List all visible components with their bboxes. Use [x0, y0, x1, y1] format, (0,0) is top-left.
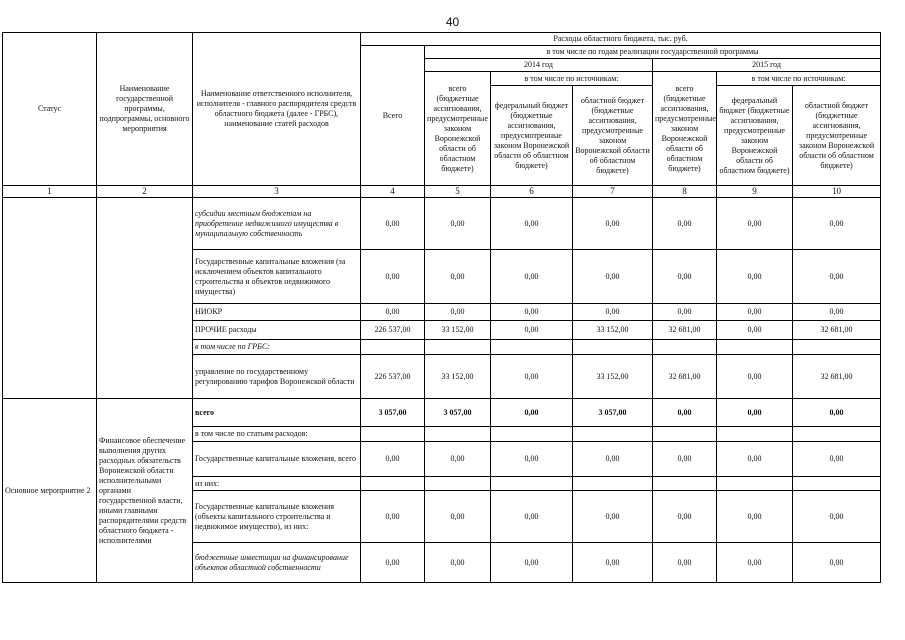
row-label: бюджетные инвестиции на финансирование объектов областной собственности [193, 543, 361, 583]
value-cell: 33 152,00 [573, 355, 653, 399]
value-cell: 0,00 [793, 304, 881, 321]
value-cell: 0,00 [717, 304, 793, 321]
row-label: субсидии местным бюджетам на приобретение недвижимого имущества в муниципальную собственность [193, 198, 361, 250]
header-all-budget-2014: всего (бюджетные ассигнования, предусмотренные законом Воронежской области об областном бюджете) [425, 72, 491, 186]
value-cell: 0,00 [717, 198, 793, 250]
col-number: 7 [573, 186, 653, 198]
value-cell [491, 427, 573, 442]
row-label: НИОКР [193, 304, 361, 321]
table-row [3, 399, 881, 427]
value-cell [425, 340, 491, 355]
value-cell [491, 477, 573, 491]
value-cell: 0,00 [361, 250, 425, 304]
header-all-budget-2015: всего (бюджетные ассигнования, предусмотренные законом Воронежской области об областном бюджете) [653, 72, 717, 186]
value-cell: 0,00 [793, 543, 881, 583]
header-year-2014: 2014 год [425, 59, 653, 72]
value-cell: 0,00 [491, 543, 573, 583]
row-label: ПРОЧИЕ расходы [193, 321, 361, 340]
value-cell: 0,00 [573, 543, 653, 583]
value-cell: 0,00 [491, 442, 573, 477]
value-cell: 0,00 [573, 250, 653, 304]
value-cell [793, 427, 881, 442]
header-year-2015: 2015 год [653, 59, 881, 72]
value-cell: 0,00 [491, 304, 573, 321]
value-cell: 0,00 [361, 491, 425, 543]
value-cell [425, 427, 491, 442]
value-cell [793, 340, 881, 355]
value-cell: 0,00 [573, 442, 653, 477]
value-cell: 0,00 [653, 543, 717, 583]
value-cell: 0,00 [793, 198, 881, 250]
header-regional-2014: областной бюджет (бюджетные ассигнования, предусмотренные законом Воронежской области об областном бюджете) [573, 86, 653, 186]
value-cell: 33 152,00 [425, 355, 491, 399]
header-program-name: Наименование государственной программы, подпрограммы, основного мероприятия [97, 33, 193, 186]
col-number: 4 [361, 186, 425, 198]
header-regional-2015: областной бюджет (бюджетные ассигнования, предусмотренные законом Воронежской области об областном бюджете) [793, 86, 881, 186]
value-cell: 33 152,00 [425, 321, 491, 340]
status-cell-empty [3, 198, 97, 399]
col-number: 1 [3, 186, 97, 198]
value-cell: 32 681,00 [793, 355, 881, 399]
program-cell-empty [97, 198, 193, 399]
row-label: из них: [193, 477, 361, 491]
value-cell: 0,00 [361, 442, 425, 477]
value-cell: 0,00 [361, 304, 425, 321]
value-cell: 33 152,00 [573, 321, 653, 340]
value-cell: 226 537,00 [361, 321, 425, 340]
value-cell: 0,00 [717, 321, 793, 340]
value-cell: 0,00 [717, 491, 793, 543]
row-label: всего [193, 399, 361, 427]
value-cell: 0,00 [717, 442, 793, 477]
value-cell [491, 340, 573, 355]
value-cell: 0,00 [653, 250, 717, 304]
value-cell [573, 340, 653, 355]
value-cell: 0,00 [573, 491, 653, 543]
value-cell: 0,00 [425, 304, 491, 321]
value-cell [653, 427, 717, 442]
value-cell: 3 057,00 [361, 399, 425, 427]
status-cell: Основное мероприятие 2 [3, 399, 97, 583]
value-cell: 0,00 [361, 543, 425, 583]
value-cell [653, 340, 717, 355]
header-status: Статус [3, 33, 97, 186]
value-cell: 0,00 [573, 304, 653, 321]
value-cell: 0,00 [491, 355, 573, 399]
row-label: в том числе по статьям расходов: [193, 427, 361, 442]
value-cell: 0,00 [491, 399, 573, 427]
header-federal-2015: федеральный бюджет (бюджетные ассигнования, предусмотренные законом Воронежской области об областном бюджете) [717, 86, 793, 186]
value-cell: 226 537,00 [361, 355, 425, 399]
value-cell: 0,00 [717, 355, 793, 399]
value-cell: 0,00 [793, 399, 881, 427]
value-cell: 0,00 [793, 250, 881, 304]
value-cell: 3 057,00 [573, 399, 653, 427]
col-number: 6 [491, 186, 573, 198]
value-cell [793, 477, 881, 491]
header-by-years: в том числе по годам реализации государственной программы [425, 46, 881, 59]
value-cell: 0,00 [653, 399, 717, 427]
value-cell: 3 057,00 [425, 399, 491, 427]
col-number: 10 [793, 186, 881, 198]
value-cell [361, 427, 425, 442]
value-cell [573, 427, 653, 442]
value-cell: 0,00 [491, 491, 573, 543]
row-label: Государственные капитальные вложения (за исключением объектов капитального строительства и объектов недвижимого имущества) [193, 250, 361, 304]
header-total: Всего [361, 46, 425, 186]
header-federal-2014: федеральный бюджет (бюджетные ассигнования, предусмотренные законом Воронежской области об областном бюджете) [491, 86, 573, 186]
value-cell: 0,00 [361, 198, 425, 250]
value-cell: 0,00 [717, 543, 793, 583]
header-by-sources-2015: в том числе по источникам: [717, 72, 881, 86]
value-cell: 0,00 [793, 442, 881, 477]
value-cell [425, 477, 491, 491]
value-cell: 0,00 [653, 491, 717, 543]
col-number: 3 [193, 186, 361, 198]
value-cell: 0,00 [425, 543, 491, 583]
header-executor-name: Наименование ответственного исполнителя, исполнителя - главного распорядителя средств областного бюджета (далее - ГРБС), наименование статей расходов [193, 33, 361, 186]
value-cell: 0,00 [717, 399, 793, 427]
value-cell [573, 477, 653, 491]
column-numbers-row [3, 186, 881, 198]
row-label: Государственные капитальные вложения (объекты капитального строительства и недвижимое имущество), из них: [193, 491, 361, 543]
value-cell: 0,00 [653, 442, 717, 477]
page-number: 40 [445, 15, 460, 29]
col-number: 5 [425, 186, 491, 198]
header-by-sources-2014: в том числе по источникам: [491, 72, 653, 86]
value-cell [653, 477, 717, 491]
row-label: Государственные капитальные вложения, всего [193, 442, 361, 477]
budget-table [2, 32, 881, 583]
value-cell: 0,00 [425, 442, 491, 477]
value-cell: 0,00 [717, 250, 793, 304]
value-cell: 0,00 [425, 198, 491, 250]
header-row-1 [3, 33, 881, 46]
value-cell: 0,00 [491, 250, 573, 304]
value-cell [717, 340, 793, 355]
value-cell: 32 681,00 [793, 321, 881, 340]
value-cell: 0,00 [491, 321, 573, 340]
value-cell [717, 477, 793, 491]
header-expenses-title: Расходы областного бюджета, тыс. руб. [361, 33, 881, 46]
value-cell: 0,00 [425, 491, 491, 543]
program-name-cell: Финансовое обеспечение выполнения других расходных обязательств Воронежской области исполнительными органами государственной власти, иными главными распорядителями средств областного бюджета - исполнителями [97, 399, 193, 583]
value-cell: 0,00 [425, 250, 491, 304]
row-label: в том числе по ГРБС: [193, 340, 361, 355]
value-cell: 0,00 [653, 198, 717, 250]
value-cell: 0,00 [653, 304, 717, 321]
col-number: 8 [653, 186, 717, 198]
value-cell [361, 477, 425, 491]
value-cell [361, 340, 425, 355]
value-cell: 32 681,00 [653, 355, 717, 399]
col-number: 9 [717, 186, 793, 198]
value-cell: 0,00 [491, 198, 573, 250]
value-cell: 0,00 [793, 491, 881, 543]
table-row [3, 198, 881, 250]
value-cell [717, 427, 793, 442]
value-cell: 0,00 [573, 198, 653, 250]
value-cell: 32 681,00 [653, 321, 717, 340]
col-number: 2 [97, 186, 193, 198]
row-label: управление по государственному регулированию тарифов Воронежской области [193, 355, 361, 399]
